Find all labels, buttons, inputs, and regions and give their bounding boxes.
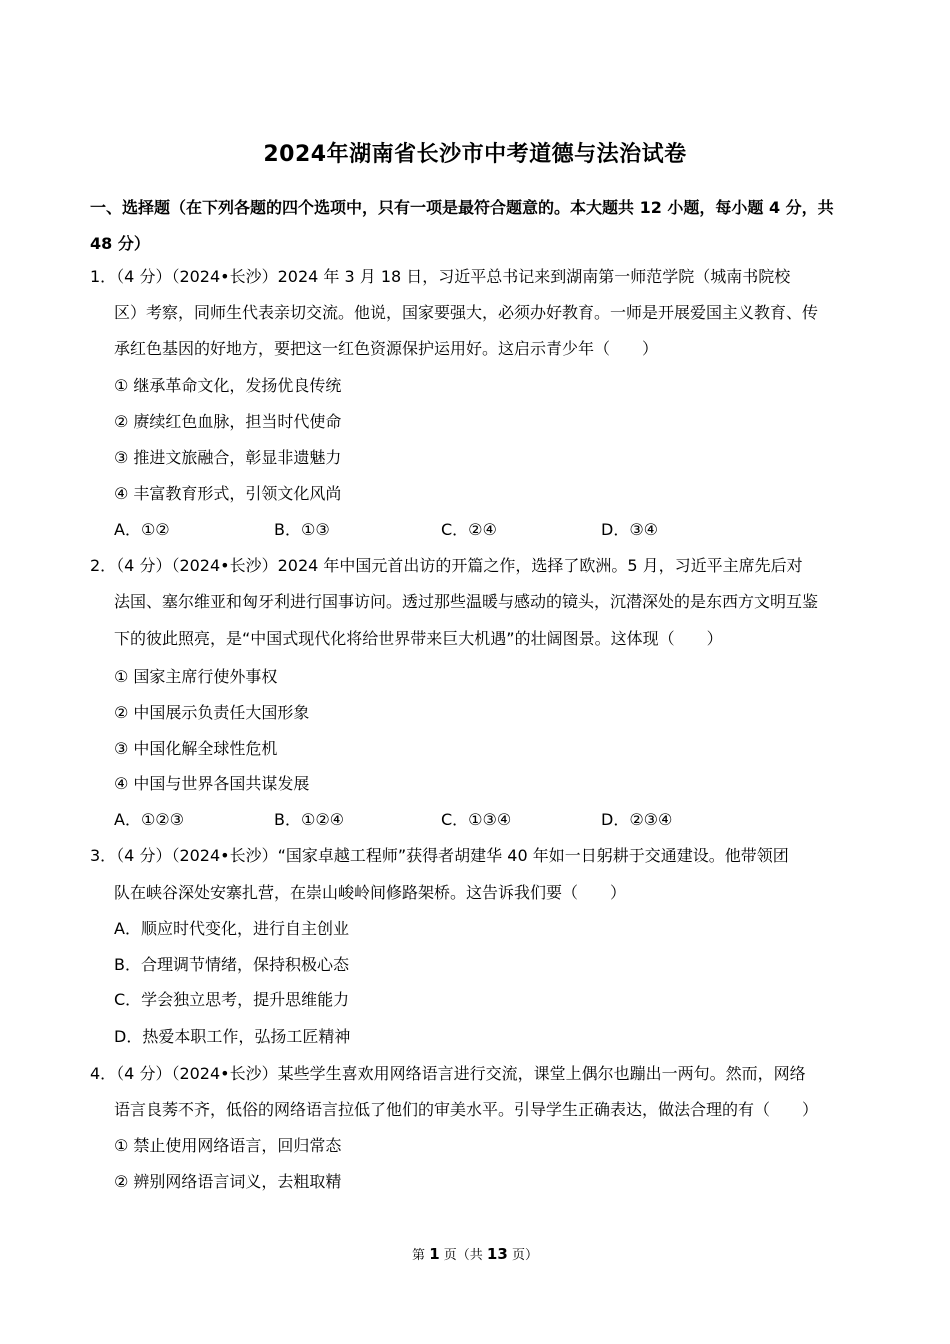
choice-a[interactable]: A．①② (114, 520, 170, 539)
question-2-statement: ① 国家主席行使外事权 (114, 667, 278, 686)
question-2-line: 下的彼此照亮，是“中国式现代化将给世界带来巨大机遇”的壮阔图景。这体现（ ） (114, 629, 723, 648)
question-4-statement: ② 辨别网络语言词义，去粗取精 (114, 1172, 342, 1191)
question-3-option[interactable]: C．学会独立思考，提升思维能力 (114, 990, 350, 1009)
page-footer (0, 1244, 950, 1263)
footer-page-number: 1 (429, 1245, 440, 1263)
section-heading-line: 一、选择题（在下列各题的四个选项中，只有一项是最符合题意的。本大题共 12 小题，每小题 4 分，共 (90, 198, 834, 217)
question-4-line: 语言良莠不齐，低俗的网络语言拉低了他们的审美水平。引导学生正确表达，做法合理的有（ ） (114, 1100, 819, 1119)
question-2-statement: ③ 中国化解全球性危机 (114, 739, 278, 758)
question-3-option[interactable]: B．合理调节情绪，保持积极心态 (114, 955, 349, 974)
footer-prefix: 第 (412, 1248, 426, 1263)
question-1-line: 1．（4 分）（2024•长沙）2024 年 3 月 18 日，习近平总书记来到湖南第一师范学院（城南书院校 (90, 267, 791, 286)
question-1-line: 区）考察，同师生代表亲切交流。他说，国家要强大，必须办好教育。一师是开展爱国主义教育、传 (114, 303, 819, 322)
footer-suffix: 页） (511, 1248, 538, 1263)
section-heading-line: 48 分） (90, 234, 150, 253)
choice-b[interactable]: B．①②④ (274, 810, 345, 829)
question-1-statement: ② 赓续红色血脉，担当时代使命 (114, 412, 342, 431)
question-3-line: 3．（4 分）（2024•长沙）“国家卓越工程师”获得者胡建华 40 年如一日躬耕于交通建设。他带领团 (90, 846, 789, 865)
exam-title: 2024年湖南省长沙市中考道德与法治试卷 (263, 142, 687, 167)
choice-c[interactable]: C．②④ (441, 520, 497, 539)
question-3-option[interactable]: A．顺应时代变化，进行自主创业 (114, 919, 349, 938)
question-1-statement: ① 继承革命文化，发扬优良传统 (114, 376, 342, 395)
question-2-statement: ④ 中国与世界各国共谋发展 (114, 774, 310, 793)
question-4-line: 4．（4 分）（2024•长沙）某些学生喜欢用网络语言进行交流，课堂上偶尔也蹦出一两句。然而，网络 (90, 1064, 806, 1083)
choice-a[interactable]: A．①②③ (114, 810, 184, 829)
section-heading (90, 190, 870, 262)
question-1-statement: ③ 推进文旅融合，彰显非遗魅力 (114, 448, 342, 467)
choice-b[interactable]: B．①③ (274, 520, 330, 539)
question-2-line: 2．（4 分）（2024•长沙）2024 年中国元首出访的开篇之作，选择了欧洲。5 月，习近平主席先后对 (90, 556, 803, 575)
question-4-statement: ① 禁止使用网络语言，回归常态 (114, 1136, 342, 1155)
footer-middle: 页（共 (443, 1248, 483, 1263)
footer-total-pages: 13 (486, 1245, 508, 1263)
choice-d[interactable]: D．③④ (601, 520, 659, 539)
choice-c[interactable]: C．①③④ (441, 810, 512, 829)
choice-d[interactable]: D．②③④ (601, 810, 673, 829)
question-2-line: 法国、塞尔维亚和匈牙利进行国事访问。透过那些温暖与感动的镜头，沉潜深处的是东西方文明互鉴 (114, 592, 819, 611)
question-2-statement: ② 中国展示负责任大国形象 (114, 703, 310, 722)
question-1-statement: ④ 丰富教育形式，引领文化风尚 (114, 484, 342, 503)
question-1-line: 承红色基因的好地方，要把这一红色资源保护运用好。这启示青少年（ ） (114, 339, 659, 358)
question-3-line: 队在峡谷深处安寨扎营，在崇山峻岭间修路架桥。这告诉我们要（ ） (114, 883, 627, 902)
question-3-option[interactable]: D．热爱本职工作，弘扬工匠精神 (114, 1027, 351, 1046)
